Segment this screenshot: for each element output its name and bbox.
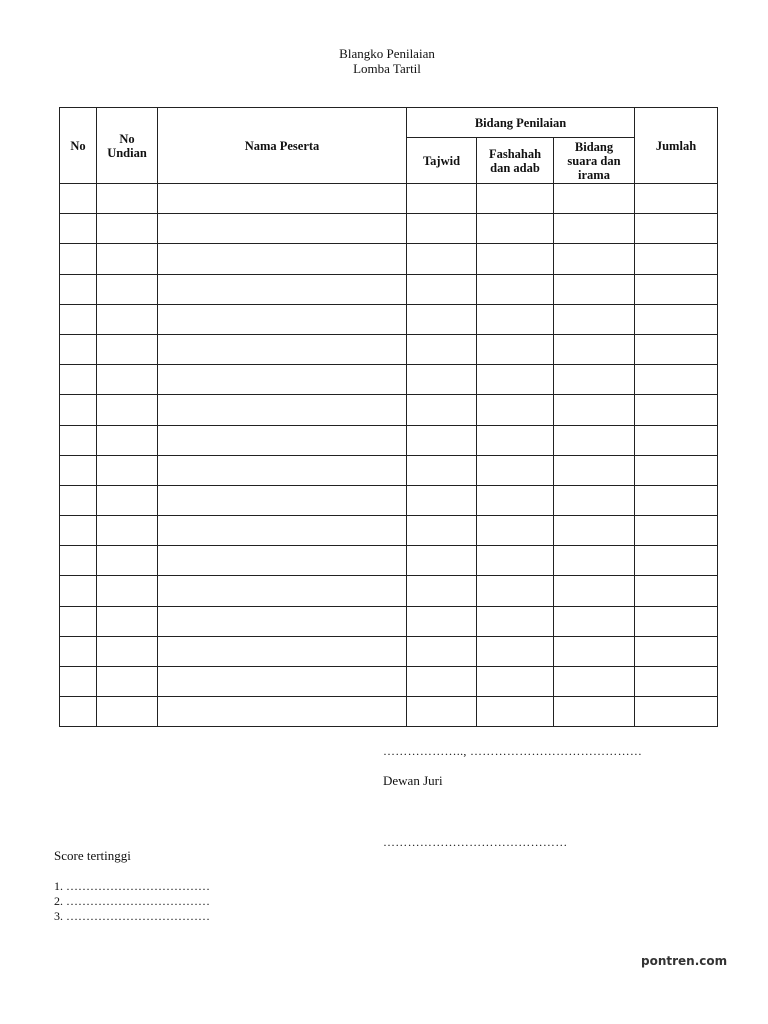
table-cell: [407, 244, 477, 274]
col-jumlah-header: Jumlah: [635, 108, 718, 184]
table-row: [60, 485, 718, 515]
table-cell: [158, 636, 407, 666]
table-cell: [60, 697, 97, 727]
table-cell: [477, 334, 554, 364]
col-suara-header: [554, 138, 635, 184]
table-cell: [554, 576, 635, 606]
table-cell: [554, 395, 635, 425]
table-cell: [554, 606, 635, 636]
table-cell: [60, 667, 97, 697]
col-nama-header: Nama Peserta: [158, 108, 407, 184]
table-cell: [97, 334, 158, 364]
table-cell: [635, 636, 718, 666]
table-cell: [158, 395, 407, 425]
table-cell: [97, 576, 158, 606]
table-cell: [60, 395, 97, 425]
table-cell: [97, 485, 158, 515]
dewan-juri-label: Dewan Juri: [383, 773, 443, 788]
table-cell: [554, 274, 635, 304]
table-cell: [407, 636, 477, 666]
table-cell: [477, 184, 554, 214]
table-row: [60, 546, 718, 576]
table-cell: [97, 184, 158, 214]
table-cell: [158, 516, 407, 546]
table-row: [60, 697, 718, 727]
table-row: [60, 244, 718, 274]
table-cell: [477, 516, 554, 546]
table-row: [60, 606, 718, 636]
table-cell: [60, 214, 97, 244]
table-cell: [97, 697, 158, 727]
table-row: [60, 516, 718, 546]
score-list: [54, 879, 210, 924]
table-cell: [60, 455, 97, 485]
table-cell: [554, 304, 635, 334]
table-cell: [554, 334, 635, 364]
table-cell: [97, 455, 158, 485]
table-cell: [60, 274, 97, 304]
table-cell: [635, 425, 718, 455]
table-cell: [158, 365, 407, 395]
table-cell: [97, 214, 158, 244]
table-cell: [554, 667, 635, 697]
col-suara-line-3: irama: [578, 167, 610, 182]
table-cell: [158, 455, 407, 485]
table-cell: [158, 184, 407, 214]
table-cell: [554, 455, 635, 485]
col-undian-header: [97, 108, 158, 184]
table-cell: [635, 395, 718, 425]
score-table: [59, 107, 718, 727]
table-cell: [407, 184, 477, 214]
table-cell: [635, 184, 718, 214]
table-cell: [477, 365, 554, 395]
table-cell: [158, 667, 407, 697]
table-cell: [554, 546, 635, 576]
title-line-2: Lomba Tartil: [353, 61, 421, 76]
table-cell: [635, 214, 718, 244]
table-cell: [158, 304, 407, 334]
table-row: [60, 576, 718, 606]
table-cell: [477, 636, 554, 666]
table-cell: [635, 274, 718, 304]
table-cell: [635, 244, 718, 274]
table-cell: [158, 576, 407, 606]
col-suara-line-1: Bidang: [574, 139, 614, 154]
table-cell: [635, 516, 718, 546]
score-table-body: [60, 184, 718, 727]
table-cell: [407, 395, 477, 425]
table-cell: [635, 485, 718, 515]
table-cell: [635, 304, 718, 334]
table-cell: [477, 485, 554, 515]
table-cell: [97, 274, 158, 304]
title-line-1: Blangko Penilaian: [339, 46, 435, 61]
table-row: [60, 425, 718, 455]
table-cell: [158, 606, 407, 636]
watermark: pontren.com: [641, 954, 728, 968]
col-fashahah-line-1: Fashahah: [488, 146, 542, 161]
table-cell: [97, 395, 158, 425]
table-row: [60, 667, 718, 697]
table-cell: [97, 425, 158, 455]
table-cell: [60, 425, 97, 455]
table-cell: [477, 606, 554, 636]
score-tertinggi-title: Score tertinggi: [54, 848, 131, 863]
table-cell: [60, 485, 97, 515]
table-cell: [554, 697, 635, 727]
col-tajwid-header: Tajwid: [407, 138, 477, 184]
col-no-header: No: [60, 108, 97, 184]
table-cell: [407, 425, 477, 455]
table-row: [60, 304, 718, 334]
table-cell: [635, 546, 718, 576]
table-row: [60, 274, 718, 304]
signature-line: ………………………………………: [383, 835, 568, 849]
table-cell: [407, 606, 477, 636]
table-cell: [477, 576, 554, 606]
table-row: [60, 455, 718, 485]
table-cell: [60, 184, 97, 214]
table-cell: [97, 636, 158, 666]
bidang-penilaian-header: Bidang Penilaian: [407, 108, 635, 138]
table-cell: [635, 667, 718, 697]
table-cell: [60, 334, 97, 364]
table-cell: [554, 636, 635, 666]
table-cell: [60, 606, 97, 636]
table-cell: [477, 667, 554, 697]
table-cell: [158, 425, 407, 455]
table-cell: [97, 516, 158, 546]
table-cell: [477, 697, 554, 727]
table-cell: [477, 395, 554, 425]
table-cell: [554, 425, 635, 455]
col-undian-line-2: Undian: [107, 145, 147, 160]
table-cell: [477, 274, 554, 304]
table-cell: [407, 274, 477, 304]
table-cell: [97, 244, 158, 274]
table-cell: [554, 485, 635, 515]
table-cell: [407, 667, 477, 697]
col-undian-line-1: No: [119, 131, 135, 146]
header-row-1: [60, 108, 718, 138]
table-cell: [635, 455, 718, 485]
table-row: [60, 184, 718, 214]
table-cell: [97, 667, 158, 697]
table-cell: [158, 697, 407, 727]
table-cell: [407, 485, 477, 515]
score-item-3: 3. ………………………………: [54, 909, 210, 923]
col-suara-line-2: suara dan: [567, 153, 621, 168]
table-cell: [60, 365, 97, 395]
table-cell: [554, 365, 635, 395]
table-row: [60, 365, 718, 395]
table-cell: [635, 697, 718, 727]
table-cell: [158, 485, 407, 515]
table-cell: [97, 365, 158, 395]
table-cell: [635, 576, 718, 606]
table-cell: [158, 214, 407, 244]
table-cell: [97, 546, 158, 576]
table-cell: [407, 334, 477, 364]
table-cell: [635, 334, 718, 364]
table-cell: [407, 516, 477, 546]
table-cell: [407, 214, 477, 244]
table-cell: [477, 244, 554, 274]
score-item-1: 1. ………………………………: [54, 879, 210, 893]
table-cell: [407, 304, 477, 334]
table-cell: [477, 455, 554, 485]
table-cell: [158, 274, 407, 304]
table-cell: [407, 546, 477, 576]
table-cell: [477, 546, 554, 576]
table-cell: [407, 455, 477, 485]
table-cell: [60, 304, 97, 334]
table-cell: [97, 606, 158, 636]
table-cell: [60, 546, 97, 576]
table-row: [60, 636, 718, 666]
table-cell: [477, 214, 554, 244]
col-fashahah-line-2: dan adab: [490, 160, 540, 175]
table-row: [60, 334, 718, 364]
table-cell: [407, 576, 477, 606]
table-row: [60, 214, 718, 244]
table-row: [60, 395, 718, 425]
table-cell: [60, 576, 97, 606]
table-cell: [477, 425, 554, 455]
table-cell: [407, 365, 477, 395]
table-cell: [554, 244, 635, 274]
table-cell: [635, 365, 718, 395]
table-cell: [158, 334, 407, 364]
table-cell: [158, 244, 407, 274]
table-cell: [554, 184, 635, 214]
table-cell: [158, 546, 407, 576]
table-cell: [60, 516, 97, 546]
table-cell: [60, 636, 97, 666]
table-cell: [97, 304, 158, 334]
table-cell: [635, 606, 718, 636]
form-title: [0, 46, 768, 76]
col-fashahah-header: [477, 138, 554, 184]
table-cell: [60, 244, 97, 274]
table-cell: [554, 214, 635, 244]
table-cell: [407, 697, 477, 727]
table-cell: [477, 304, 554, 334]
score-item-2: 2. ………………………………: [54, 894, 210, 908]
table-cell: [554, 516, 635, 546]
place-date-line: ……………….., ……………………………………: [383, 744, 643, 758]
